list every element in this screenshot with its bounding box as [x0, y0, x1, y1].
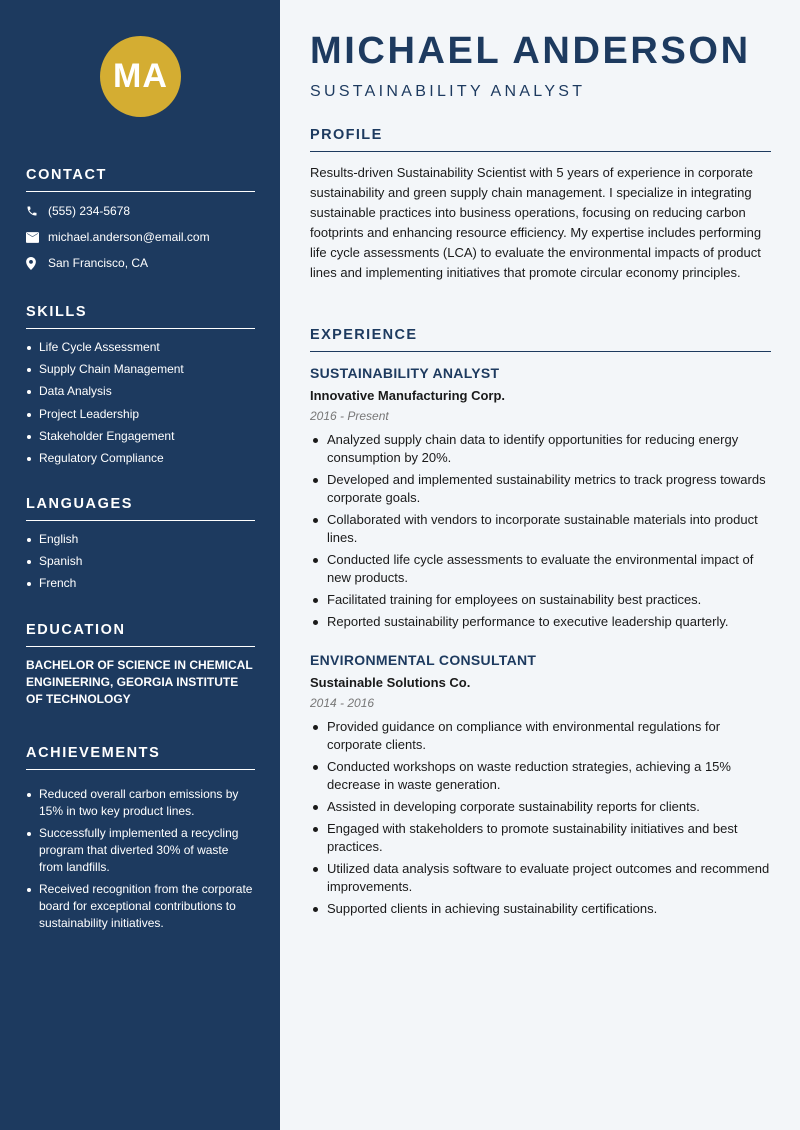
candidate-name: MICHAEL ANDERSON — [310, 30, 751, 72]
job-entry — [310, 365, 771, 635]
job-bullet: Developed and implemented sustainability metrics to track progress towards corporate goals. — [310, 471, 771, 507]
job-entry — [310, 652, 771, 922]
skill-item: Stakeholder Engagement — [26, 428, 255, 445]
skill-item: Supply Chain Management — [26, 361, 255, 378]
languages-heading: LANGUAGES — [26, 496, 255, 521]
candidate-title: SUSTAINABILITY ANALYST — [310, 83, 586, 100]
job-dates: 2016 - Present — [310, 409, 389, 423]
job-bullet: Utilized data analysis software to evaluate project outcomes and recommend improvements. — [310, 860, 771, 896]
job-bullet: Reported sustainability performance to executive leadership quarterly. — [310, 613, 771, 631]
education-heading: EDUCATION — [26, 622, 255, 647]
skill-item: Data Analysis — [26, 383, 255, 400]
sidebar — [0, 0, 280, 1130]
language-item: Spanish — [26, 553, 255, 570]
phone-icon — [26, 205, 48, 217]
skills-heading: SKILLS — [26, 304, 255, 329]
education-degree: BACHELOR OF SCIENCE IN CHEMICAL ENGINEERING, GEORGIA INSTITUTE OF TECHNOLOGY — [26, 658, 253, 706]
email-text: michael.anderson@email.com — [48, 230, 210, 244]
profile-text: Results-driven Sustainability Scientist with 5 years of experience in corporate sustainability and green supply chain management. I specialize in integrating sustainable practices into business operations, focusing on reducing carbon footprints and enhancing resource efficiency. My expertise includes performing life cycle assessments (LCA) to evaluate the environmental impacts of product lines and implementing initiatives that promote circular economy principles. — [310, 165, 762, 281]
job-bullet: Facilitated training for employees on sustainability best practices. — [310, 591, 771, 609]
contact-phone — [26, 198, 255, 224]
languages-list — [26, 531, 255, 592]
achievements-heading: ACHIEVEMENTS — [26, 745, 255, 770]
achievement-item: Received recognition from the corporate board for exceptional contributions to sustainability initiatives. — [26, 881, 255, 932]
job-bullet: Conducted life cycle assessments to evaluate the environmental impact of new products. — [310, 551, 771, 587]
job-bullets — [310, 718, 771, 918]
skill-item: Project Leadership — [26, 406, 255, 423]
job-title: ENVIRONMENTAL CONSULTANT — [310, 652, 537, 668]
skills-list — [26, 339, 255, 467]
skill-item: Life Cycle Assessment — [26, 339, 255, 356]
language-item: French — [26, 575, 255, 592]
phone-text: (555) 234-5678 — [48, 204, 131, 218]
job-bullet: Engaged with stakeholders to promote sustainability initiatives and best practices. — [310, 820, 771, 856]
job-bullet: Collaborated with vendors to incorporate sustainable materials into product lines. — [310, 511, 771, 547]
education-section — [26, 622, 255, 708]
job-bullet: Supported clients in achieving sustainability certifications. — [310, 900, 771, 918]
profile-heading: PROFILE — [310, 127, 771, 152]
achievements-list — [26, 786, 255, 932]
achievement-item: Reduced overall carbon emissions by 15% in two key product lines. — [26, 786, 255, 820]
skill-item: Regulatory Compliance — [26, 450, 255, 467]
language-item: English — [26, 531, 255, 548]
skills-section — [26, 304, 255, 472]
mail-icon — [26, 232, 48, 243]
job-bullet: Provided guidance on compliance with environmental regulations for corporate clients. — [310, 718, 771, 754]
job-company: Innovative Manufacturing Corp. — [310, 388, 506, 403]
job-bullet: Assisted in developing corporate sustainability reports for clients. — [310, 798, 771, 816]
job-title: SUSTAINABILITY ANALYST — [310, 365, 500, 381]
languages-section — [26, 496, 255, 598]
achievement-item: Successfully implemented a recycling program that diverted 30% of waste from landfills. — [26, 825, 255, 876]
job-bullets — [310, 431, 771, 631]
job-bullet: Analyzed supply chain data to identify opportunities for reducing energy consumption by 20%. — [310, 431, 771, 467]
contact-email — [26, 224, 255, 250]
job-company: Sustainable Solutions Co. — [310, 675, 471, 690]
experience-heading: EXPERIENCE — [310, 327, 771, 352]
achievements-section — [26, 745, 255, 937]
avatar — [100, 36, 181, 117]
location-pin-icon — [26, 257, 48, 270]
job-dates: 2014 - 2016 — [310, 696, 375, 710]
contact-heading: CONTACT — [26, 167, 255, 192]
avatar-initials: MA — [113, 57, 168, 95]
job-bullet: Conducted workshops on waste reduction strategies, achieving a 15% decrease in waste generation. — [310, 758, 771, 794]
contact-section — [26, 167, 255, 276]
location-text: San Francisco, CA — [48, 256, 149, 270]
contact-location — [26, 250, 255, 276]
